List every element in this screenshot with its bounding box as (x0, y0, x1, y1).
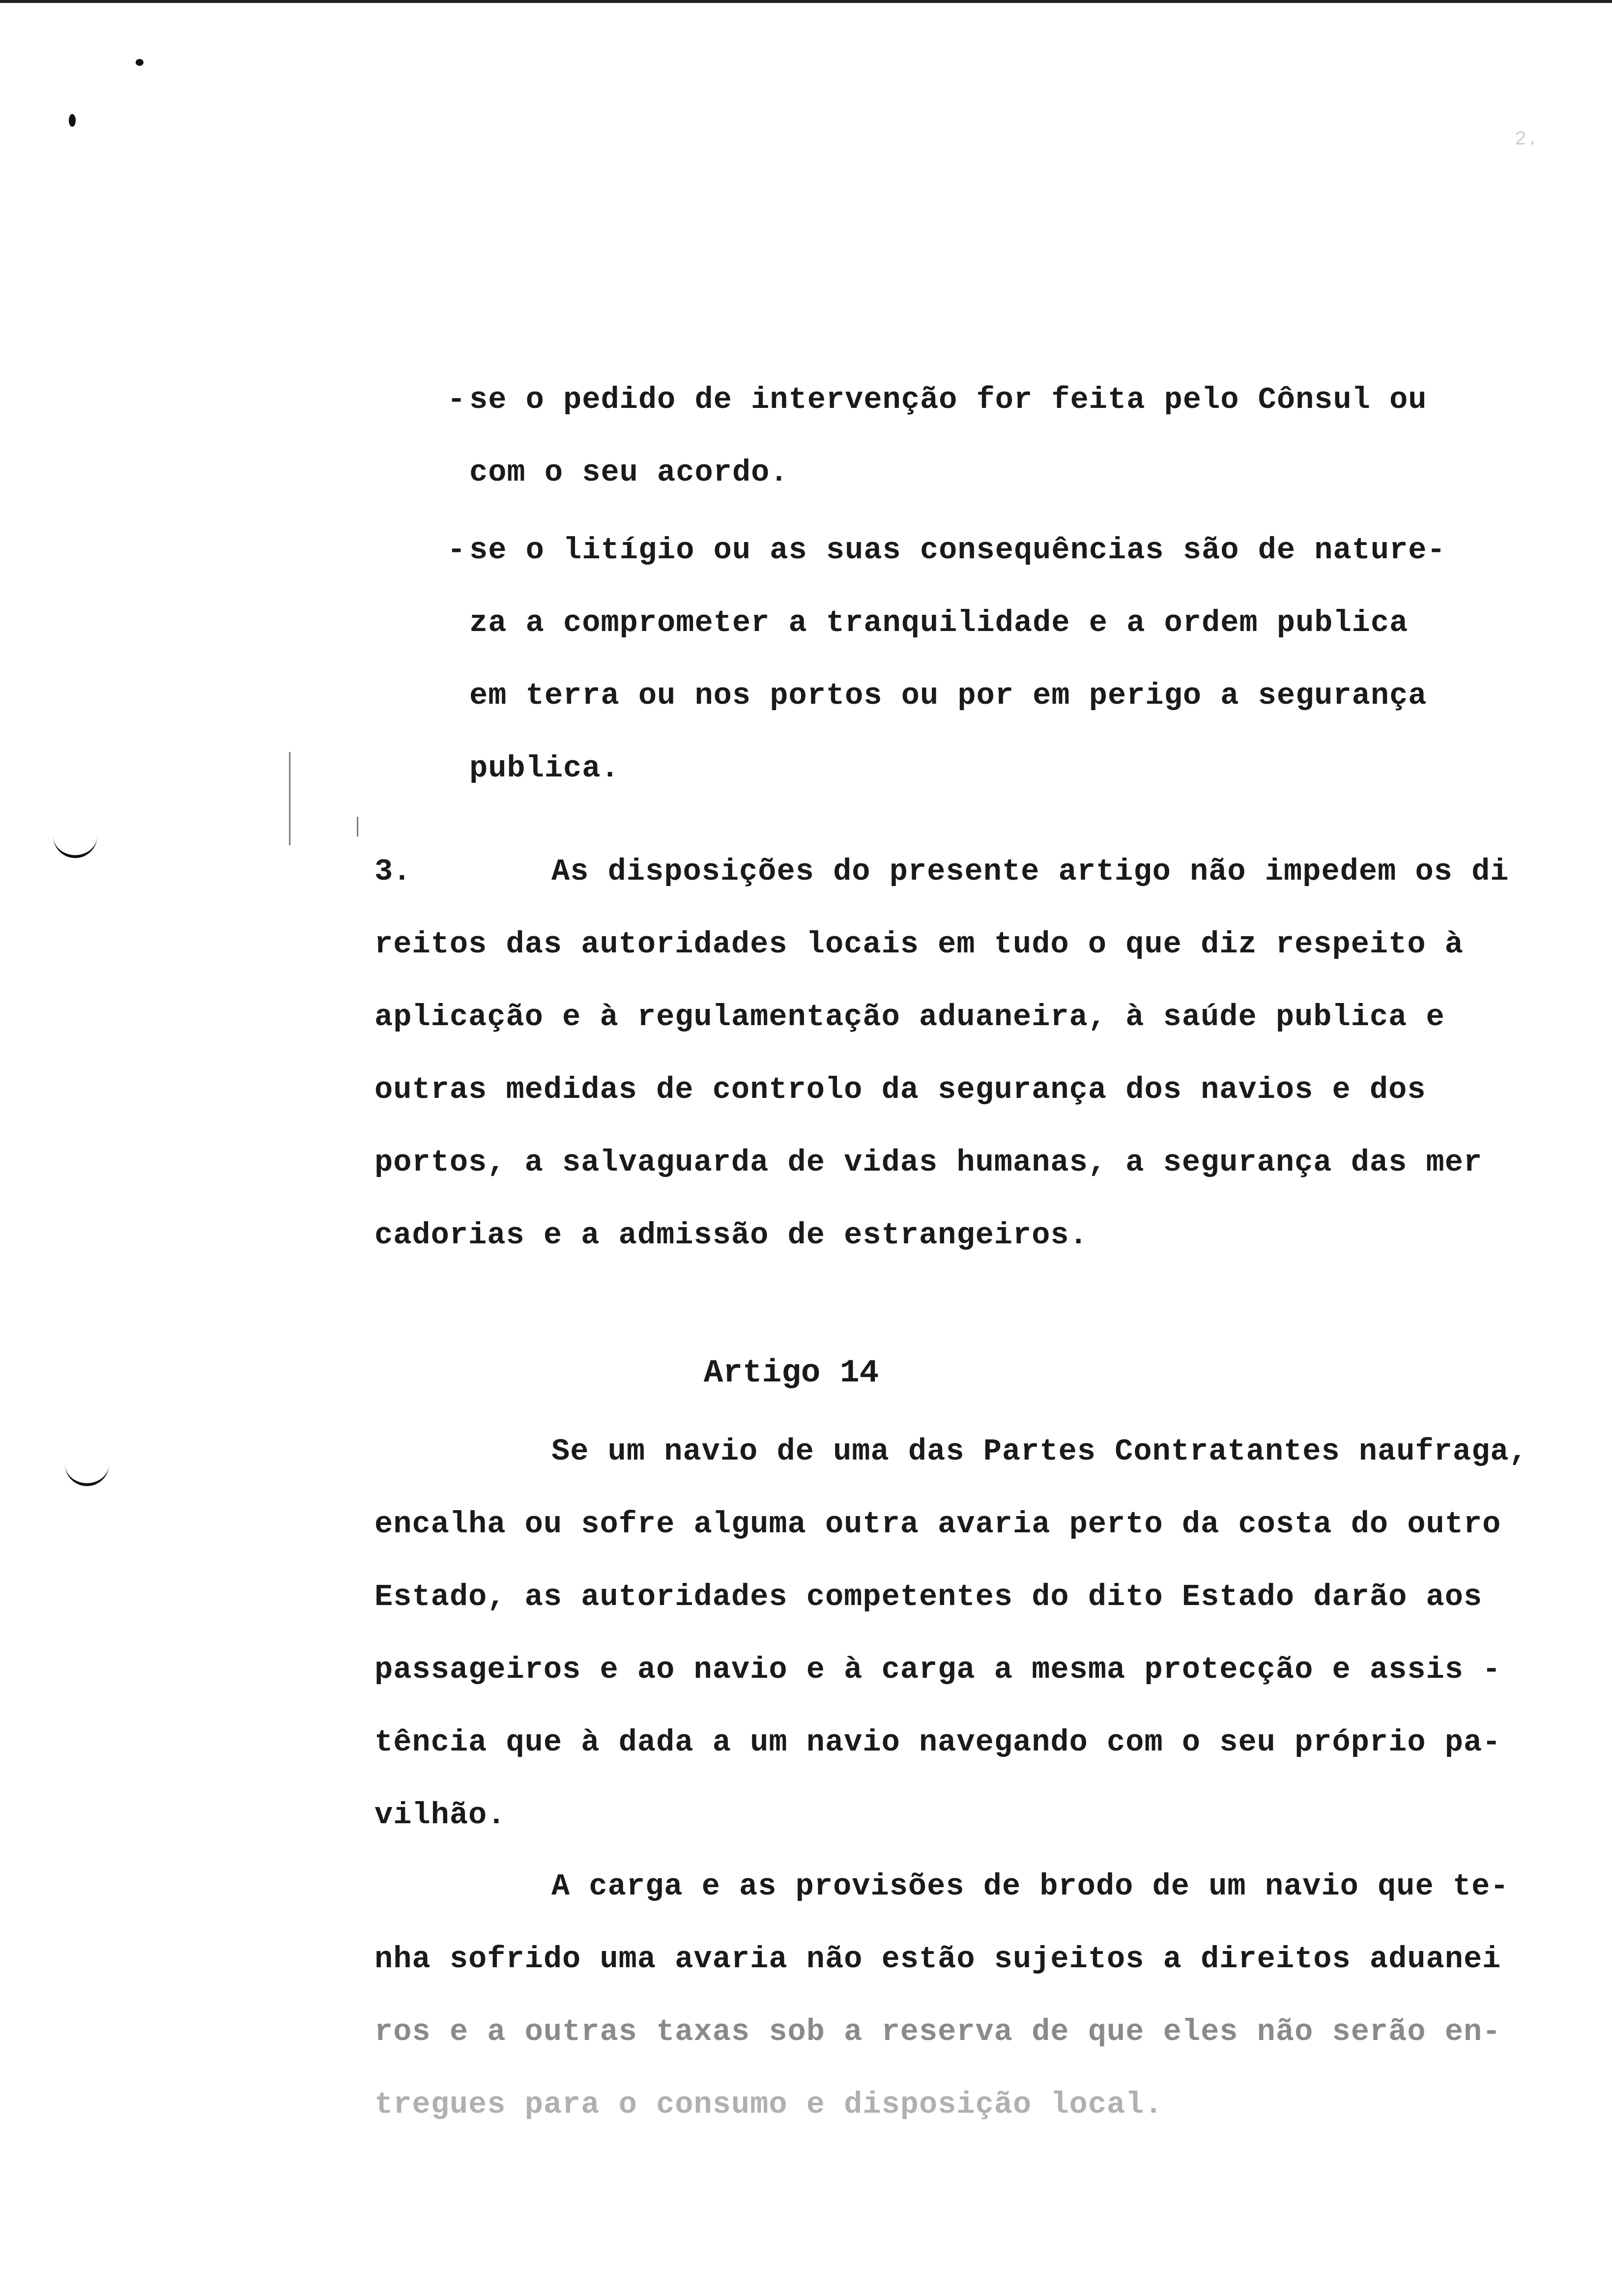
text-line: tência que à dada a um navio navegando com o seu próprio pa- (374, 1725, 1501, 1760)
text-line: aplicação e à regulamentação aduaneira, à saúde publica e (374, 1000, 1445, 1034)
bullet-item-consul (447, 364, 1570, 509)
binder-hole-mark-lower (65, 1464, 109, 1486)
scan-dot-2 (69, 114, 76, 127)
text-line: As disposições do presente artigo não impedem os di (551, 854, 1509, 889)
bullet-dash: - (447, 382, 466, 417)
page-number: 2. (1514, 129, 1538, 151)
text-line: publica. (469, 751, 620, 786)
text-line: com o seu acordo. (469, 455, 789, 490)
text-line: reitos das autoridades locais em tudo o que diz respeito à (374, 927, 1464, 962)
article-heading (0, 1337, 1612, 1409)
text-line-faded: tregues para o consumo e disposição local. (374, 2087, 1163, 2122)
article-paragraph-1 (374, 1415, 1612, 1852)
scan-dot-1 (136, 59, 144, 66)
text-line: encalha ou sofre alguma outra avaria perto da costa do outro (374, 1507, 1501, 1542)
text-line: za a comprometer a tranquilidade e a ordem publica (469, 605, 1409, 640)
margin-line (289, 752, 290, 845)
text-line: vilhão. (374, 1798, 506, 1833)
margin-tick (357, 817, 358, 836)
section-3-paragraph (374, 835, 1612, 1272)
text-line: se o pedido de intervenção for feita pelo Cônsul ou (469, 382, 1427, 417)
section-number: 3. (374, 854, 411, 889)
bullet-item-litigio (447, 514, 1570, 805)
text-line: Se um navio de uma das Partes Contratantes naufraga, (551, 1434, 1528, 1469)
bullet-dash: - (447, 533, 466, 568)
text-line: em terra ou nos portos ou por em perigo a segurança (469, 678, 1427, 713)
text-line: cadorias e a admissão de estrangeiros. (374, 1218, 1088, 1253)
article-heading-text: Artigo 14 (703, 1354, 879, 1391)
text-line: outras medidas de controlo da segurança dos navios e dos (374, 1072, 1426, 1107)
text-line: Estado, as autoridades competentes do dito Estado darão aos (374, 1579, 1483, 1614)
text-line: nha sofrido uma avaria não estão sujeitos a direitos aduanei (374, 1942, 1501, 1977)
text-line: portos, a salvaguarda de vidas humanas, a segurança das mer (374, 1145, 1483, 1180)
top-rule (0, 0, 1612, 3)
text-line: A carga e as provisões de brodo de um navio que te- (551, 1869, 1509, 1904)
article-paragraph-2 (374, 1850, 1612, 2141)
binder-hole-mark-upper (53, 835, 97, 858)
text-line: se o litígio ou as suas consequências são de nature- (469, 533, 1446, 568)
text-line-faded: ros e a outras taxas sob a reserva de que eles não serão en- (374, 2014, 1501, 2049)
text-line: passageiros e ao navio e à carga a mesma protecção e assis - (374, 1652, 1501, 1687)
bullet-list (447, 364, 1570, 810)
